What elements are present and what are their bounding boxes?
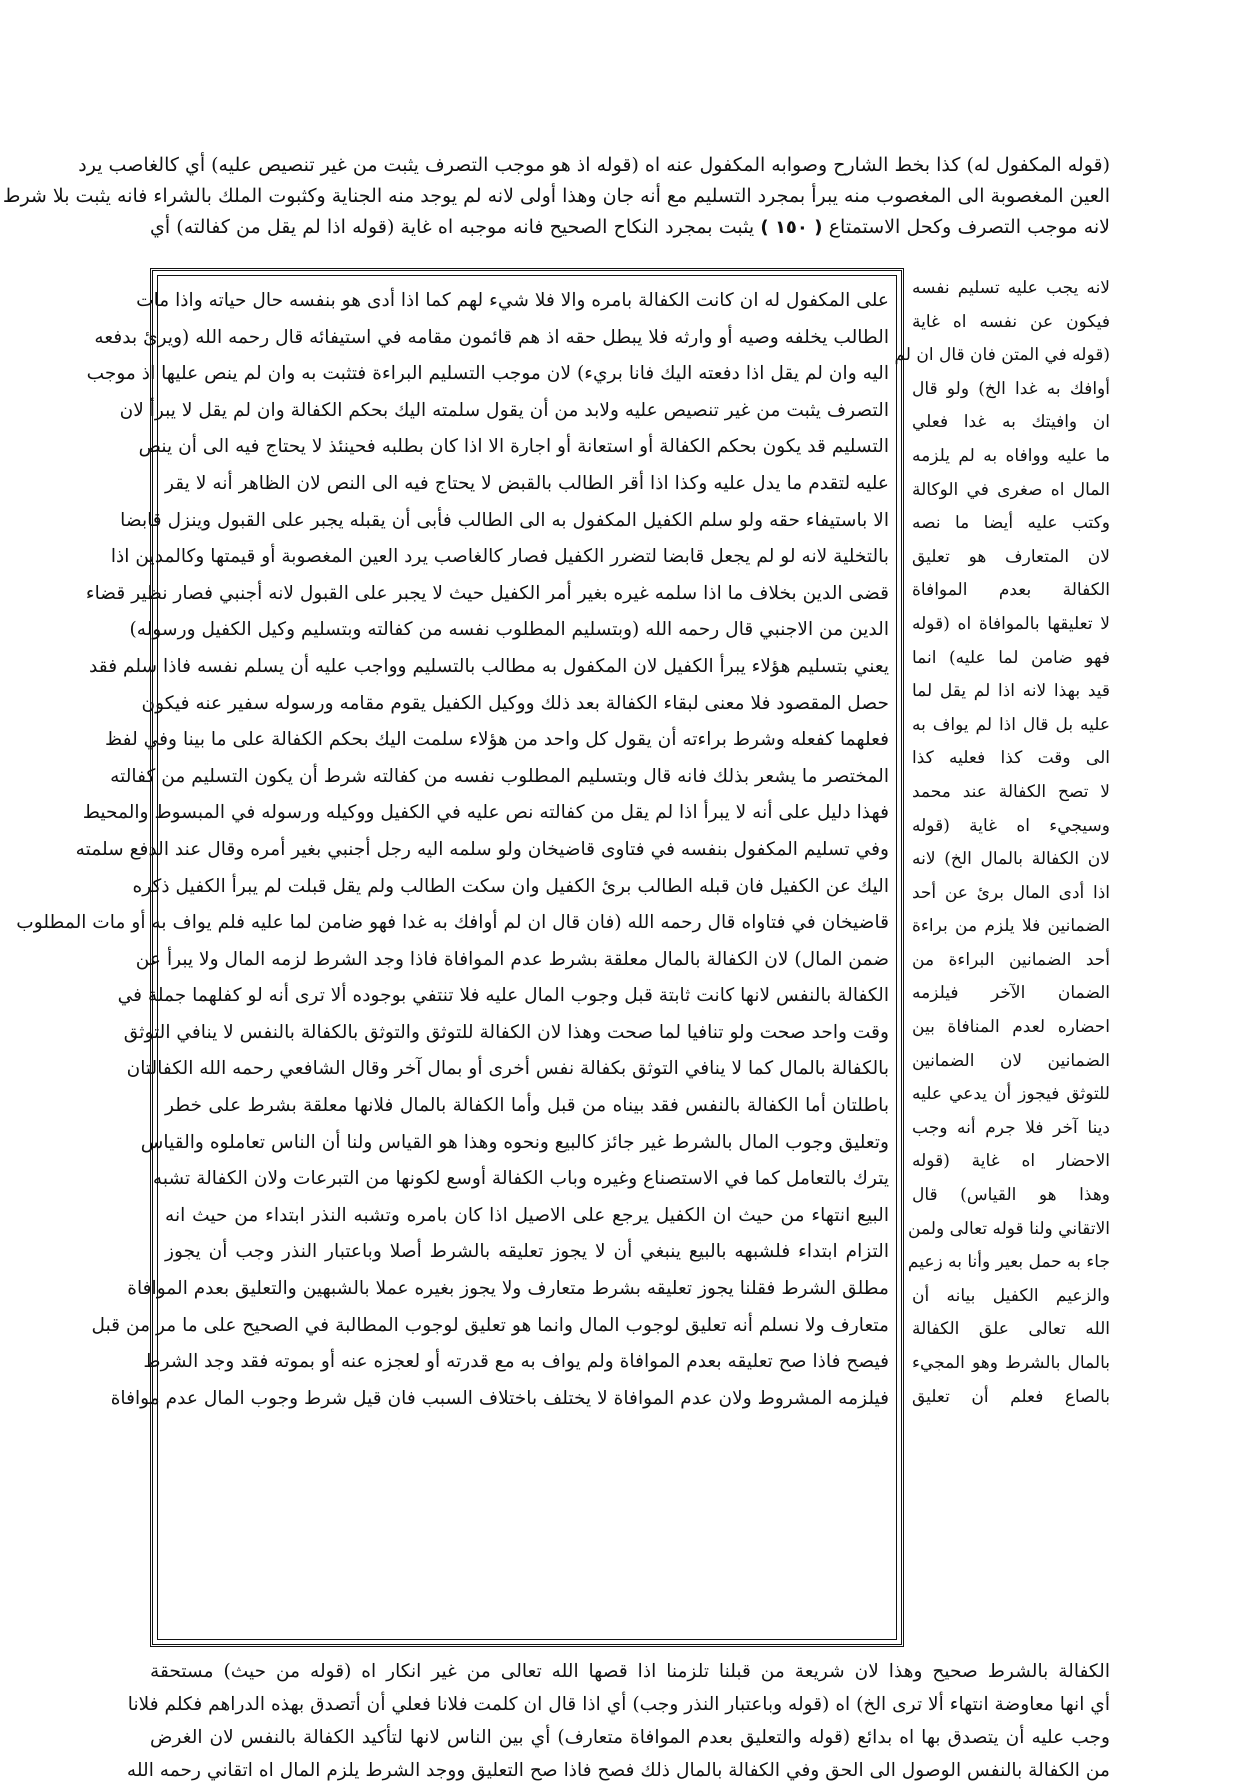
footer-line: وجب عليه أن يتصدق بها اه بدائع (قوله والتعليق بعدم الموافاة متعارف) أي بين الناس لانها لتأكيد الكفالة بالنفس لان الغرض [150, 1727, 1110, 1748]
main-text-line: اليك عن الكفيل فان قبله الطالب برئ الكفيل وان سكت الطالب ولم يقل قبلت لم يبرأ الكفيل ذكره [132, 875, 889, 897]
margin-note-line: لانه يجب عليه تسليم نفسه [912, 278, 1110, 298]
margin-note-line: المال اه صغرى في الوكالة [912, 479, 1110, 500]
main-text-line: التسليم قد يكون بحكم الكفالة أو استعانة أو اجارة الا اذا كان بطلبه فحينئذ لا يحتاج فيه الى أن ينص [138, 436, 889, 458]
margin-note-line: ما عليه ووافاه به لم يلزمه [912, 445, 1110, 466]
footer-line: من الكفالة بالنفس الوصول الى الحق وفي الكفالة بالمال ذلك فصح فاذا صح التعليق ووجد الشرط يلزم المال اه اتقاني رحمه الله [126, 1760, 1110, 1781]
main-text-line: متعارف ولا نسلم أنه تعليق لوجوب المال وانما هو تعليق لوجوب المطالبة في الصحيح على ما مر من قبل [91, 1314, 889, 1336]
margin-note-line: وكتب عليه أيضا ما نصه [912, 513, 1110, 534]
main-text-line: بالكفالة بالمال كما لا ينافي التوثق بكفالة نفس أخرى أو بمال آخر وقال الشافعي رحمه الله الكفالتان [126, 1058, 889, 1080]
margin-note-line: الكفالة بعدم الموافاة [912, 580, 1110, 601]
margin-note-line: أحد الضمانين البراءة من [912, 949, 1110, 970]
main-text-line: حصل المقصود فلا معنى لبقاء الكفالة بعد ذلك ووكيل الكفيل يقوم مقامه ورسوله سفير عنه فيكون [141, 692, 889, 714]
header-line: العين المغصوبة الى المغصوب منه يبرأ بمجرد التسليم مع أنه جان وهذا أولى لانه لم يوجد منه الجناية وكثبوت الملك بالشراء فانه يثبت بلا شرط [2, 185, 1110, 207]
margin-note-line: وهذا هو القياس) قال [912, 1185, 1110, 1206]
margin-note-line: قيد بهذا لانه اذا لم يقل لما [912, 681, 1110, 702]
footer-line: الكفالة بالشرط صحيح وهذا لان شريعة من قبلنا تلزمنا اذا قصها الله تعالى من غير انكار اه (قوله من حيث) مستحقة [150, 1661, 1110, 1682]
header-commentary [2, 150, 1110, 243]
main-text-line: يترك بالتعامل كما في الاستصناع وغيره وباب الكفالة أوسع لكونها من التبرعات ولان الكفالة تشبه [152, 1168, 889, 1190]
main-text-line: فيلزمه المشروط ولان عدم الموافاة لا يختلف باختلاف السبب فان قيل شرط وجوب المال عدم موافاة [110, 1387, 889, 1409]
main-text-line: باطلتان أما الكفالة بالنفس فقد بيناه من قبل وأما الكفالة بالمال فلانها معلقة بشرط على خطر [165, 1095, 889, 1117]
margin-note-line: وسيجيء اه غاية (قوله [912, 815, 1110, 836]
main-text-line: عليه لتقدم ما يدل عليه وكذا اذا أقر الطالب بالقبض لا يحتاج فيه الى النص لان الظاهر أنه لا يقر [165, 472, 889, 494]
margin-note-line: الى وقت كذا فعليه كذا [912, 748, 1110, 769]
margin-note-line: الاحضار اه غاية (قوله [912, 1151, 1110, 1172]
margin-note-line: اذا أدى المال برئ عن أحد [912, 882, 1110, 903]
margin-note-line: احضاره لعدم المنافاة بين [912, 1017, 1110, 1038]
margin-commentary [894, 272, 1110, 1414]
margin-note-line: الضمانين فلا يلزم من براءة [912, 916, 1110, 937]
main-text-line: التزام ابتداء فلشبهه بالبيع ينبغي أن لا يجوز تعليقه بالشرط أصلا وباعتبار النذر وجب أن يجوز [165, 1241, 889, 1263]
main-text-line: على المكفول له ان كانت الكفالة بامره والا فلا شيء لهم كما اذا أدى هو بنفسه حال حياته واذا مات [136, 290, 889, 311]
margin-note-line: الاتقاني ولنا قوله تعالى ولمن [908, 1218, 1110, 1239]
main-text-line: بالتخلية لانه لو لم يجعل قابضا لتضرر الكفيل فصار كالغاصب يرد العين المغصوبة أو قيمتها وكالمدين اذا [110, 546, 889, 568]
margin-note-line: جاء به حمل بعير وأنا به زعيم [907, 1252, 1110, 1273]
margin-note-line: دينا آخر فلا جرم أنه وجب [912, 1117, 1110, 1138]
main-text-line: الدين من الاجنبي قال رحمه الله (وبتسليم المطلوب نفسه من كفالته وبتسليم وكيل الكفيل ورسوله) [129, 619, 889, 641]
main-text-line: الكفالة بالنفس لانها كانت ثابتة قبل وجوب المال عليه فلا تنتفي بوجوده ألا ترى أنه لو كفلهما جملة في [117, 985, 889, 1007]
margin-note-line: لا تعليقها بالموافاة اه (قوله [912, 613, 1110, 634]
margin-note-line: لان المتعارف هو تعليق [912, 546, 1110, 567]
main-text-line: فيصح فاذا صح تعليقه بعدم الموافاة ولم يواف به مع قدرته أو لعجزه عنه أو بموته فقد وجد الشرط [143, 1351, 889, 1373]
main-text-line: ضمن المال) لان الكفالة بالمال معلقة بشرط عدم الموافاة فاذا وجد الشرط لزمه المال ولا يبرأ عن [135, 948, 889, 970]
main-text-line: اليه وان لم يقل اذا دفعته اليك فانا بريء) لان موجب التسليم البراءة فتثبت به وان لم ينص عليها اذ موجب [86, 363, 889, 385]
margin-note-line: عليه بل قال اذا لم يواف به [912, 714, 1110, 735]
main-text-line: المختصر ما يشعر بذلك فانه قال وبتسليم المطلوب نفسه من كفالته شرط أن يكون التسليم من كفالته [110, 765, 889, 787]
main-text-line: الا باستيفاء حقه ولو سلم الكفيل المكفول به الى الطالب فأبى أن يقبله يجبر على القبول وينزل قابضا [120, 509, 889, 531]
margin-note-line: لا تصح الكفالة عند محمد [912, 781, 1110, 802]
main-text-line: البيع انتهاء من حيث ان الكفيل يرجع على الاصيل اذا كان بامره وتشبه النذر ابتداء من حيث انه [165, 1204, 889, 1226]
margin-note-line: فهو ضامن لما عليه) انما [912, 647, 1110, 668]
main-text-line: قاضيخان في فتاواه قال رحمه الله (فان قال ان لم أوافك به غدا فهو ضامن لما عليه فلم يواف به أو مات المطلوب [16, 912, 889, 934]
margin-note-line: الضمانين لان الضمانين [912, 1050, 1110, 1071]
margin-note-line: الضمان الآخر فيلزمه [912, 983, 1110, 1004]
main-text-frame [16, 268, 904, 1647]
margin-note-line: لان الكفالة بالمال الخ) لانه [912, 849, 1110, 870]
main-text-line: التصرف يثبت من غير تنصيص عليه ولابد من أن يقول سلمته اليك بحكم الكفالة وان لم يقل لا يبرأ لان [119, 399, 889, 421]
header-line-part: يثبت بمجرد النكاح الصحيح فانه موجبه اه غاية (قوله اذا لم يقل من كفالته) أي [150, 216, 755, 238]
header-line: (قوله المكفول له) كذا بخط الشارح وصوابه المكفول عنه اه (قوله اذ هو موجب التصرف يثبت من غير تنصيص عليه) أي كالغاصب يرد [78, 154, 1110, 176]
page-number: ( ١٥٠ ) [760, 217, 823, 238]
header-line-with-page-number [150, 212, 1110, 243]
header-line-part: لانه موجب التصرف وكحل الاستمتاع [828, 216, 1110, 238]
footer-line: أي انها معاوضة انتهاء ألا ترى الخ) اه (قوله وباعتبار النذر وجب) أي اذا قال ان كلمت فلانا فعلي أن أتصدق بهذه الدراهم فكلم فلانا [127, 1694, 1110, 1715]
margin-note-line: (قوله في المتن فان قال ان لم [894, 345, 1110, 366]
main-text-line: قضى الدين بخلاف ما اذا سلمه غيره بغير أمر الكفيل حيث لا يجبر على القبول لانه أجنبي فصار نظير قضاء [85, 582, 889, 604]
margin-note-line: للتوثق فيجوز أن يدعي عليه [912, 1084, 1110, 1105]
main-text-line: الطالب يخلفه وصيه أو وارثه فلا يبطل حقه اذ هم قائمون مقامه في استيفائه قال رحمه الله (ويرئ بدفعه [94, 326, 889, 348]
main-text-line: يعني بتسليم هؤلاء يبرأ الكفيل لان المكفول به مطالب بالتسليم وواجب عليه أن يسلم نفسه فاذا سلم فقد [89, 655, 889, 677]
main-text-line: وقت واحد صحت ولو تنافيا لما صحت وهذا لان الكفالة للتوثق والتوثق بالكفالة بالنفس لا ينافي التوثق [123, 1021, 889, 1043]
margin-note-line: بالمال بالشرط وهو المجيء [912, 1353, 1110, 1373]
margin-note-line: ان وافيتك به غدا فعلي [912, 412, 1110, 433]
main-text-line: فعلهما كفعله وشرط براءته أن يقول كل واحد من هؤلاء سلمت اليك بحكم الكفالة على ما بينا وفي لفظ [105, 729, 889, 751]
main-text-line: وتعليق وجوب المال بالشرط غير جائز كالبيع ونحوه وهذا هو القياس ولنا أن الناس تعاملوه والقياس [140, 1131, 889, 1153]
main-text [16, 283, 889, 1417]
margin-note-line: الله تعالى علق الكفالة [912, 1319, 1110, 1340]
margin-note-line: فيكون عن نفسه اه غاية [912, 311, 1110, 332]
main-text-line: وفي تسليم المكفول بنفسه في فتاوى قاضيخان ولو سلمه اليه رجل أجنبي بغير أمره وقال عند الدفع سلمته [75, 838, 889, 860]
main-text-line: مطلق الشرط فقلنا يجوز تعليقه بشرط متعارف ولا يجوز بغيره عملا بالشبهين والتعليق بعدم الموافاة [127, 1278, 889, 1300]
footer-commentary [126, 1655, 1110, 1787]
margin-note-line: والزعيم الكفيل بيانه أن [912, 1285, 1110, 1306]
margin-note-line: أوافك به غدا الخ) ولو قال [912, 378, 1110, 399]
margin-note-line: بالصاع فعلم أن تعليق [912, 1386, 1110, 1407]
main-text-line: فهذا دليل على أنه لا يبرأ اذا لم يقل من كفالته نص عليه في الكفيل ووكيله ورسوله في المبسوط والمحيط [82, 802, 889, 824]
